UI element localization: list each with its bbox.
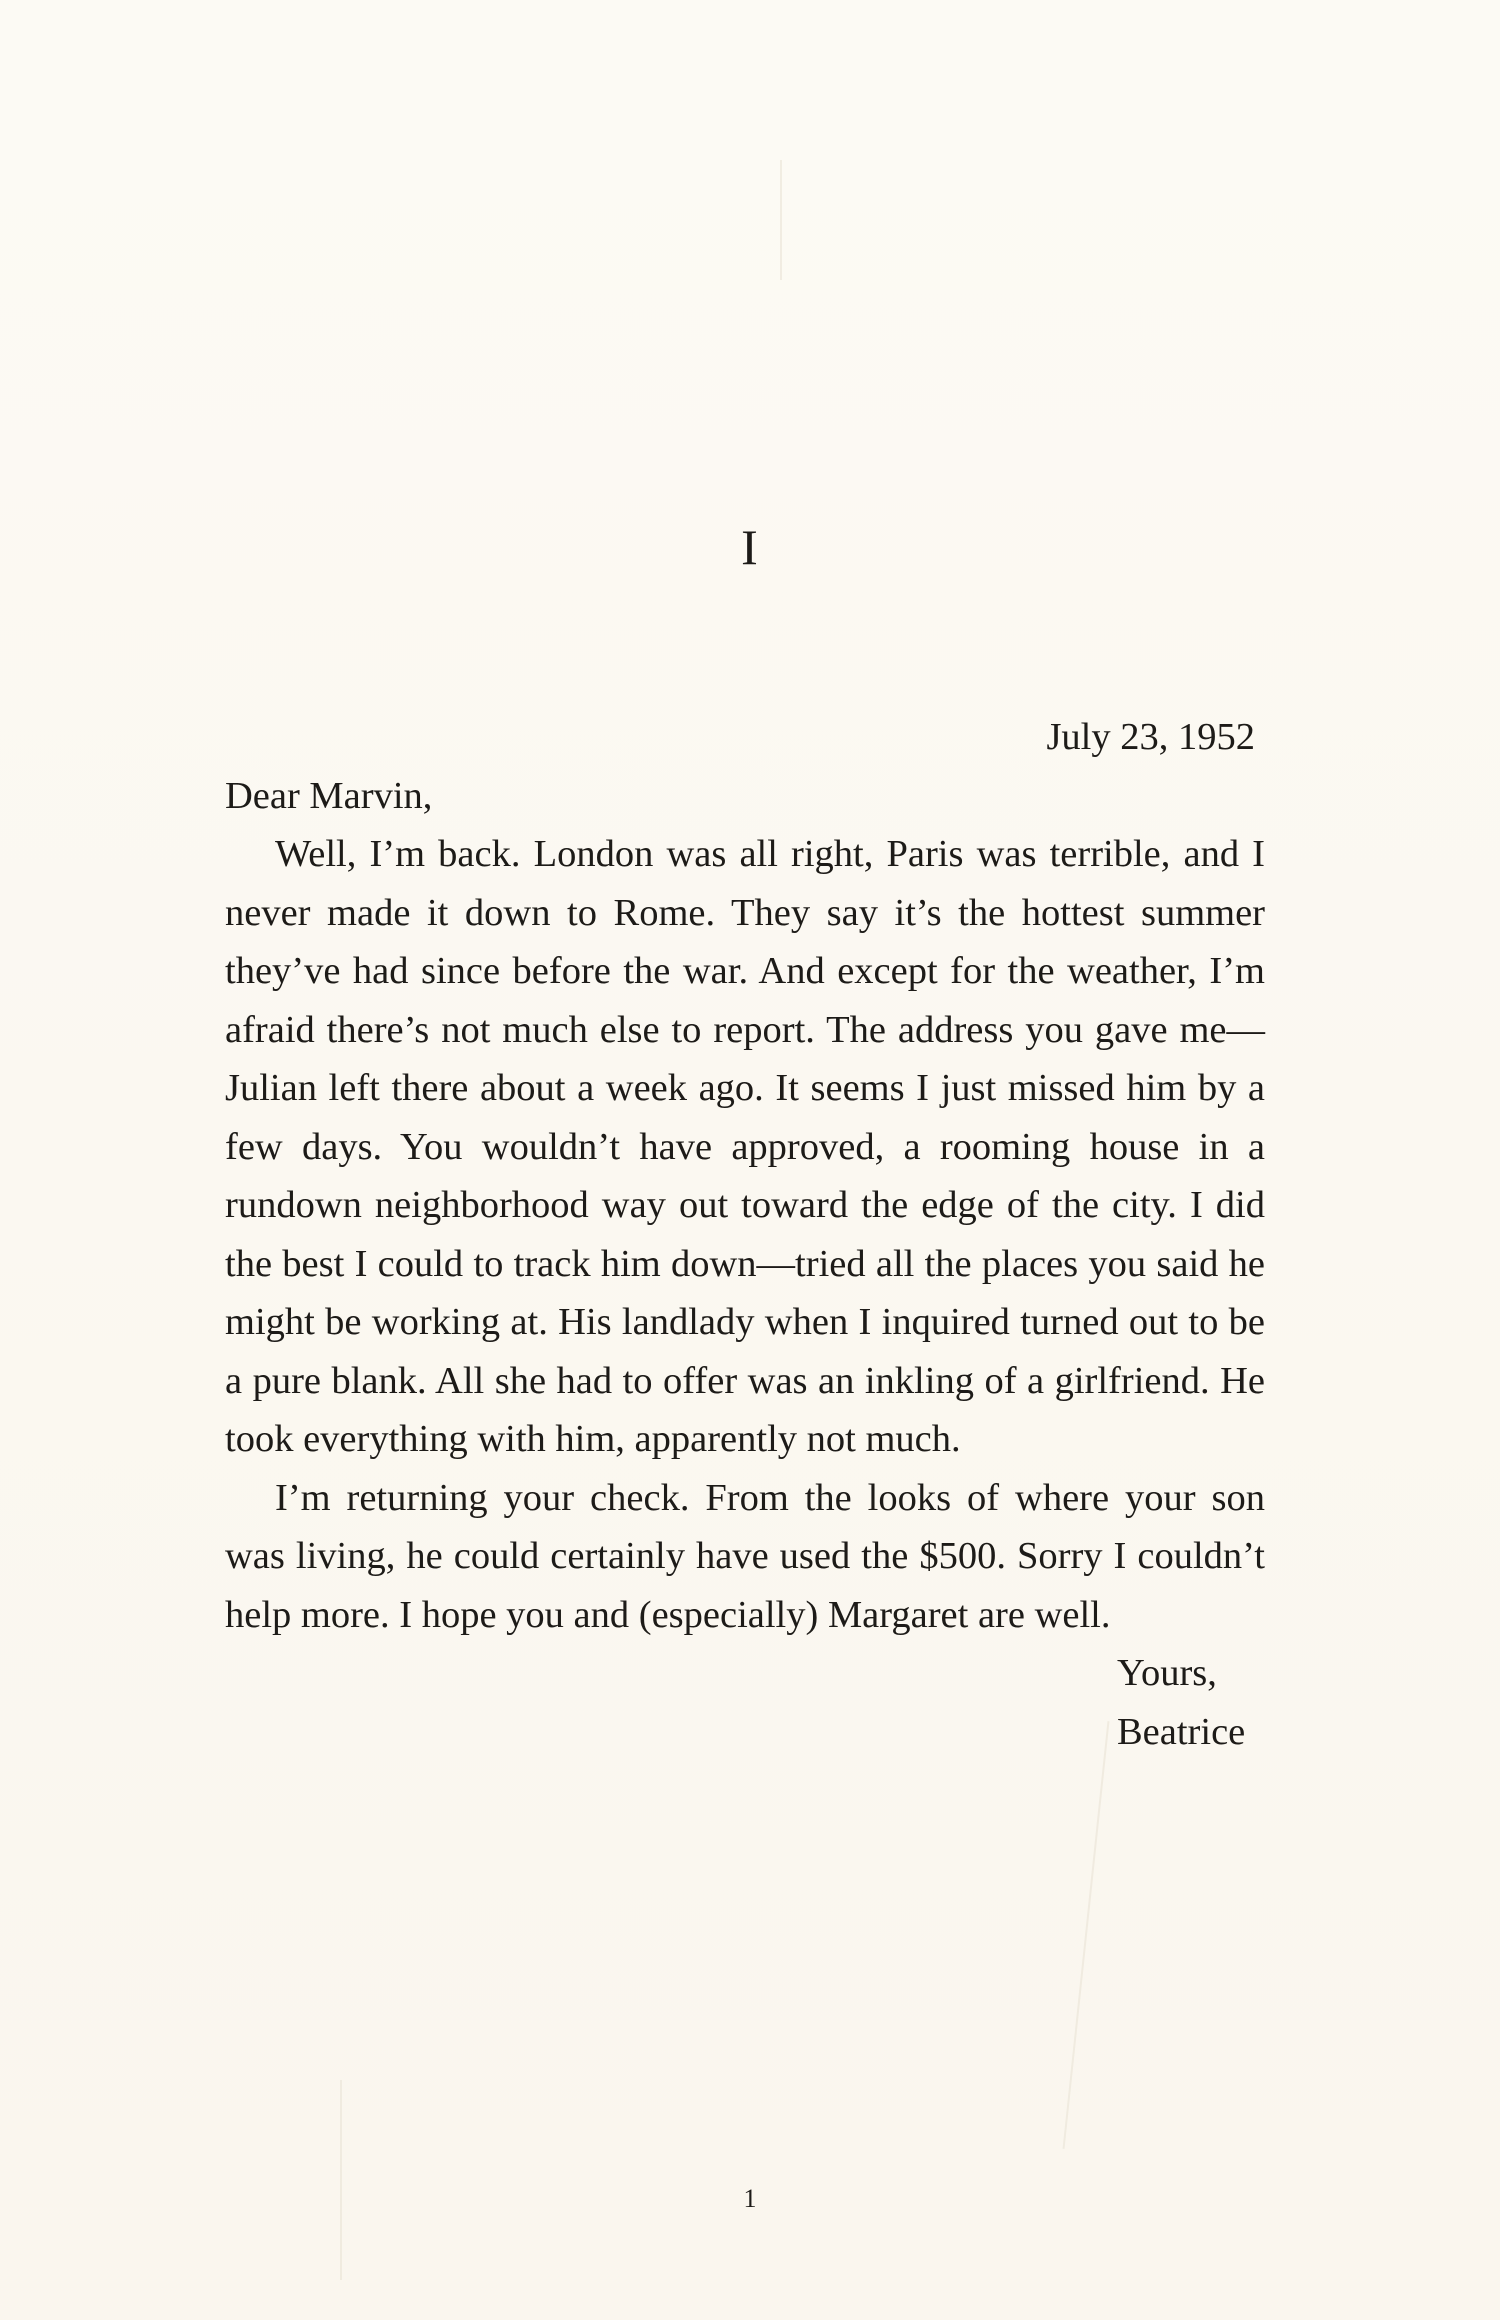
letter-closing: Yours, [1117, 1652, 1217, 1694]
letter-signature: Beatrice [1117, 1710, 1246, 1753]
paper-crease-mark [340, 2080, 342, 2280]
paper-crease-mark [780, 160, 782, 280]
page-number: 1 [743, 2184, 757, 2213]
letter-body [225, 708, 1265, 1761]
letter-date: July 23, 1952 [1046, 716, 1255, 758]
letter-paragraph: Well, I’m back. London was all right, Paris was terrible, and I never made it down to Rome. They say it’s the hottest summer they’ve had since before the war. And except for the weather, I’m afraid there’s not much else to report. The address you gave me—Julian left there about a week ago. It seems I just missed him by a few days. You wouldn’t have approved, a rooming house in a rundown neighborhood way out toward the edge of the city. I did the best I could to track him down—tried all the places you said he might be working at. His landlady when I inquired turned out to be a pure blank. All she had to offer was an inkling of a girlfriend. He took everything with him, apparently not much. [225, 833, 1265, 1460]
letter-paragraph: I’m returning your check. From the looks of where your son was living, he could certainly have used the $500. Sorry I couldn’t help more. I hope you and (especially) Margaret are well. [225, 1476, 1265, 1636]
paper-crease-mark [1063, 1721, 1110, 2149]
letter-salutation: Dear Marvin, [225, 774, 433, 817]
chapter-number: I [741, 519, 759, 575]
